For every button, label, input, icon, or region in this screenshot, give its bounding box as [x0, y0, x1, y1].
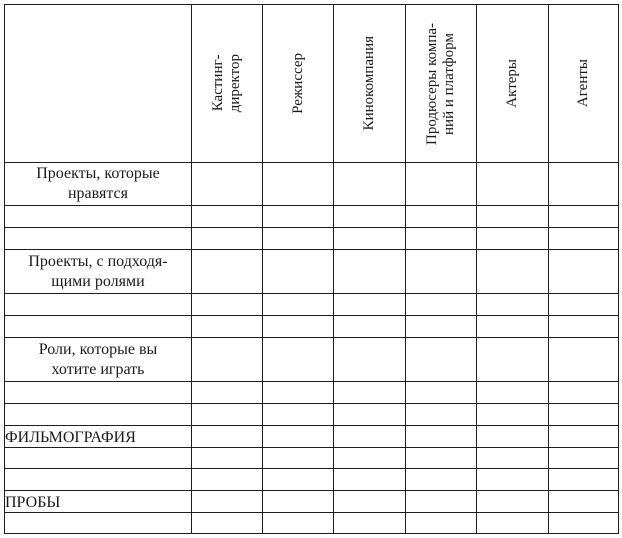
table-cell — [192, 469, 263, 491]
table-cell — [263, 294, 334, 316]
table-cell — [477, 206, 549, 228]
table-cell — [334, 404, 406, 426]
table-cell — [477, 426, 549, 448]
table-cell — [263, 491, 334, 513]
table-cell — [477, 491, 549, 513]
table-cell — [334, 513, 406, 534]
table-cell — [263, 404, 334, 426]
table-cell — [263, 469, 334, 491]
table-cell — [549, 294, 619, 316]
table-cell — [406, 382, 477, 404]
header-row — [5, 5, 619, 163]
table-cell — [263, 513, 334, 534]
table-row — [5, 250, 619, 294]
table-cell — [263, 250, 334, 294]
table-cell — [549, 250, 619, 294]
table-cell — [5, 404, 192, 426]
table-cell — [192, 294, 263, 316]
table-cell — [5, 206, 192, 228]
table-cell — [263, 206, 334, 228]
column-header-director: Режиссер — [263, 5, 334, 163]
table-cell — [192, 228, 263, 250]
table-cell — [334, 316, 406, 338]
column-header-actors: Актеры — [477, 5, 549, 163]
table-cell — [477, 294, 549, 316]
table-cell — [477, 338, 549, 382]
table-cell — [406, 513, 477, 534]
table-cell — [549, 338, 619, 382]
table-cell — [549, 206, 619, 228]
table-cell — [5, 228, 192, 250]
table-row — [5, 316, 619, 338]
table-cell — [5, 294, 192, 316]
table-row — [5, 491, 619, 513]
table-cell — [334, 228, 406, 250]
table-cell — [406, 316, 477, 338]
contacts-tracking-table — [4, 4, 619, 534]
table-row — [5, 206, 619, 228]
table-cell — [406, 426, 477, 448]
column-header-agents: Агенты — [549, 5, 619, 163]
table-cell — [477, 250, 549, 294]
table-cell — [477, 228, 549, 250]
table-cell — [549, 382, 619, 404]
table-cell — [192, 163, 263, 206]
table-cell — [192, 404, 263, 426]
table-cell — [263, 163, 334, 206]
table-cell — [477, 448, 549, 469]
section-label-filmography: ФИЛЬМОГРАФИЯ — [5, 426, 192, 448]
table-cell — [192, 316, 263, 338]
table-cell — [549, 426, 619, 448]
table-cell — [549, 491, 619, 513]
table-cell — [192, 250, 263, 294]
table-cell — [334, 448, 406, 469]
table-row — [5, 338, 619, 382]
table-cell — [192, 513, 263, 534]
table-cell — [549, 469, 619, 491]
table-cell — [192, 491, 263, 513]
table-cell — [334, 469, 406, 491]
section-label-desired-roles: Роли, которые вы хотите играть — [5, 338, 192, 382]
table-cell — [5, 469, 192, 491]
section-label-liked-projects: Проекты, которые нравятся — [5, 163, 192, 206]
table-cell — [477, 316, 549, 338]
table-cell — [477, 513, 549, 534]
corner-cell — [5, 5, 192, 163]
table-cell — [477, 382, 549, 404]
table-cell — [334, 491, 406, 513]
table-cell — [406, 338, 477, 382]
table-cell — [549, 163, 619, 206]
table-cell — [263, 448, 334, 469]
table-cell — [263, 228, 334, 250]
table-row — [5, 448, 619, 469]
table-cell — [334, 382, 406, 404]
table-cell — [406, 294, 477, 316]
table-cell — [263, 338, 334, 382]
table-row — [5, 382, 619, 404]
table-cell — [334, 338, 406, 382]
table-cell — [334, 294, 406, 316]
table-cell — [5, 382, 192, 404]
table-cell — [263, 426, 334, 448]
table-cell — [406, 491, 477, 513]
table-cell — [477, 163, 549, 206]
table-row — [5, 426, 619, 448]
table-cell — [192, 338, 263, 382]
table-cell — [192, 448, 263, 469]
table-cell — [406, 469, 477, 491]
table-cell — [263, 316, 334, 338]
table-cell — [549, 448, 619, 469]
column-header-producers: Продюсеры компа- ний и платформ — [406, 5, 477, 163]
column-header-casting-director: Кастинг- директор — [192, 5, 263, 163]
table-cell — [334, 163, 406, 206]
table-cell — [192, 426, 263, 448]
table-cell — [406, 404, 477, 426]
table-cell — [334, 250, 406, 294]
table-cell — [549, 316, 619, 338]
table-cell — [263, 382, 334, 404]
table-row — [5, 228, 619, 250]
table-row — [5, 163, 619, 206]
table-cell — [406, 448, 477, 469]
table-cell — [477, 469, 549, 491]
table-row — [5, 404, 619, 426]
table-cell — [192, 206, 263, 228]
table-cell — [334, 426, 406, 448]
table-cell — [477, 404, 549, 426]
table-cell — [406, 228, 477, 250]
table-row — [5, 513, 619, 534]
table-cell — [406, 250, 477, 294]
table-cell — [192, 382, 263, 404]
table-cell — [334, 206, 406, 228]
section-label-auditions: ПРОБЫ — [5, 491, 192, 513]
table-cell — [549, 404, 619, 426]
table-cell — [549, 228, 619, 250]
table-cell — [406, 163, 477, 206]
table-cell — [549, 513, 619, 534]
table-cell — [5, 316, 192, 338]
column-header-film-company: Кинокомпания — [334, 5, 406, 163]
table-row — [5, 469, 619, 491]
table-cell — [406, 206, 477, 228]
section-label-suitable-roles: Проекты, с подходя- щими ролями — [5, 250, 192, 294]
table-row — [5, 294, 619, 316]
table-cell — [5, 513, 192, 534]
table-cell — [5, 448, 192, 469]
